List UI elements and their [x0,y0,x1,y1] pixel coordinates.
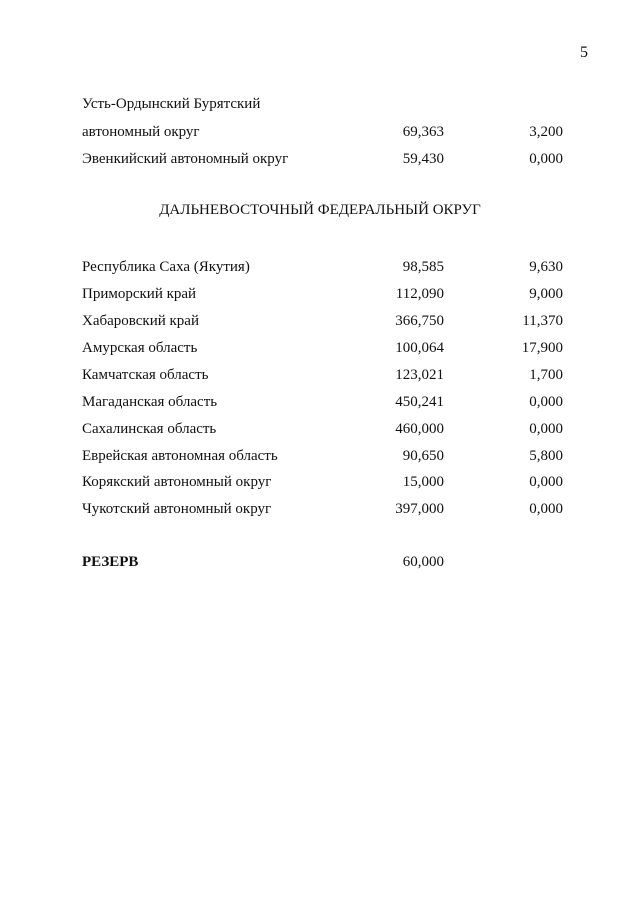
region-name: Приморский край [82,286,197,302]
table-row [0,96,640,116]
table-row [0,151,640,171]
reserve-label: РЕЗЕРВ [82,554,139,570]
value-1: 397,000 [395,501,444,517]
value-2: 0,000 [529,151,563,167]
value-1: 366,750 [395,313,444,329]
reserve-row [0,554,640,574]
value-2: 0,000 [529,421,563,437]
table-row [0,501,640,521]
value-1: 123,021 [395,367,444,383]
value-1: 98,585 [402,259,444,275]
value-1: 15,000 [402,474,444,490]
region-name: автономный округ [82,124,200,140]
region-name: Амурская область [82,340,198,356]
region-name: Камчатская область [82,367,209,383]
table-row [0,313,640,333]
value-2: 9,630 [529,259,563,275]
value-2: 3,200 [529,124,563,140]
page-number: 5 [580,44,588,61]
value-2: 11,370 [522,313,563,329]
value-1: 100,064 [395,340,444,356]
table-row [0,474,640,494]
section-heading: ДАЛЬНЕВОСТОЧНЫЙ ФЕДЕРАЛЬНЫЙ ОКРУГ [159,202,481,218]
value-2: 0,000 [529,394,563,410]
table-row [0,340,640,360]
region-name: Эвенкийский автономный округ [82,151,289,167]
reserve-value: 60,000 [402,554,444,570]
region-name: Корякский автономный округ [82,474,272,490]
value-1: 59,430 [402,151,444,167]
region-name: Еврейская автономная область [82,448,278,464]
region-name: Усть-Ордынский Бурятский [82,96,261,112]
table-row [0,394,640,414]
region-name: Сахалинская область [82,421,217,437]
table-row [0,259,640,279]
value-2: 5,800 [529,448,563,464]
value-2: 1,700 [529,367,563,383]
region-name: Хабаровский край [82,313,199,329]
value-2: 0,000 [529,474,563,490]
table-row [0,421,640,441]
region-name: Магаданская область [82,394,218,410]
table-row [0,286,640,306]
value-2: 0,000 [529,501,563,517]
value-1: 450,241 [395,394,444,410]
value-1: 112,090 [395,286,444,302]
table-row [0,124,640,144]
value-1: 90,650 [402,448,444,464]
region-name: Чукотский автономный округ [82,501,272,517]
table-row [0,448,640,468]
value-2: 9,000 [529,286,563,302]
region-name: Республика Саха (Якутия) [82,259,250,275]
value-1: 460,000 [395,421,444,437]
value-1: 69,363 [402,124,444,140]
value-2: 17,900 [521,340,563,356]
table-row [0,367,640,387]
